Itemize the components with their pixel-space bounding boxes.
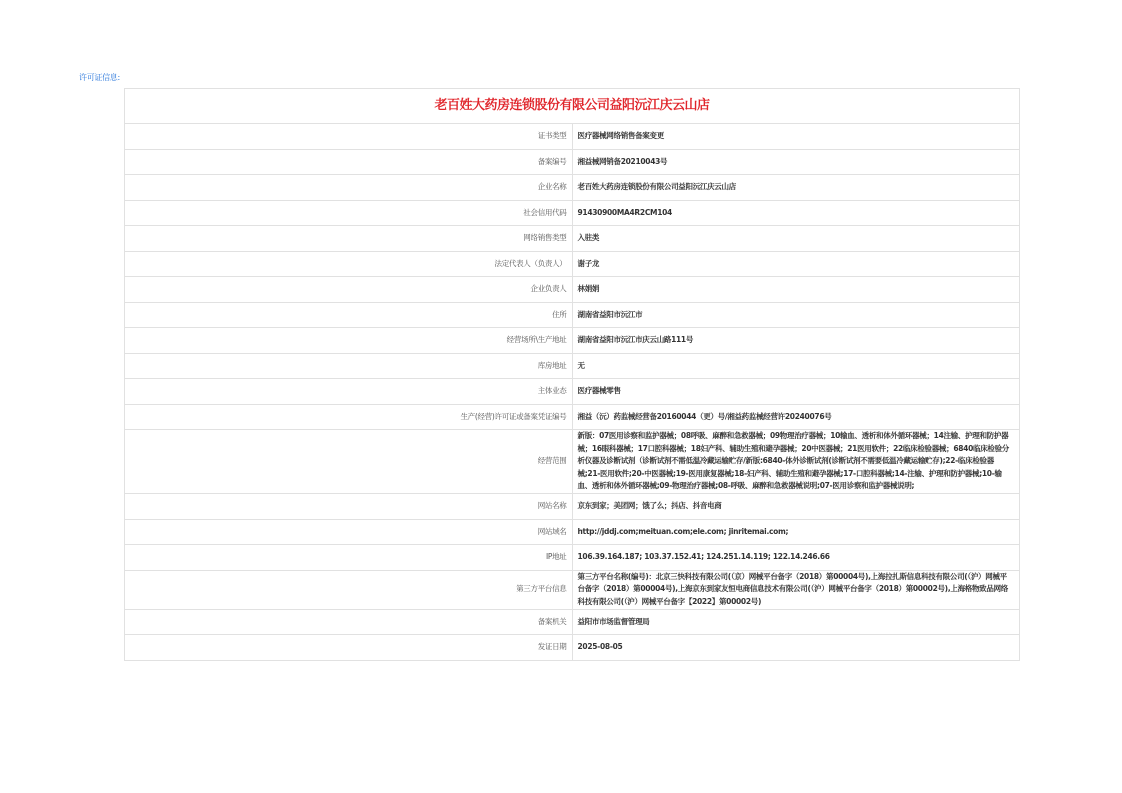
table-row — [125, 226, 1020, 252]
table-row — [125, 277, 1020, 303]
license-info-table — [124, 88, 1020, 661]
row-value: 医疗器械零售 — [572, 379, 1020, 405]
row-value: 老百姓大药房连锁股份有限公司益阳沅江庆云山店 — [572, 175, 1020, 201]
table-row — [125, 328, 1020, 354]
table-row — [125, 519, 1020, 545]
row-value: 无 — [572, 353, 1020, 379]
row-value: 湖南省益阳市沅江市庆云山路111号 — [572, 328, 1020, 354]
title-row — [125, 89, 1020, 124]
table-row — [125, 353, 1020, 379]
row-label: 备案机关 — [125, 609, 573, 635]
row-label: 网络销售类型 — [125, 226, 573, 252]
row-label: 库房地址 — [125, 353, 573, 379]
row-label: 经营范围 — [125, 430, 573, 494]
table-row — [125, 251, 1020, 277]
row-value: 京东到家；美团网；饿了么；抖店、抖音电商 — [572, 494, 1020, 520]
table-row — [125, 570, 1020, 609]
row-label: 主体业态 — [125, 379, 573, 405]
row-value: 2025-08-05 — [572, 635, 1020, 661]
row-value: 入驻类 — [572, 226, 1020, 252]
row-label: 证书类型 — [125, 124, 573, 150]
section-label: 许可证信息: — [79, 73, 120, 82]
table-row — [125, 545, 1020, 571]
row-label: 法定代表人（负责人） — [125, 251, 573, 277]
row-label: 生产(经营)许可证或备案凭证编号 — [125, 404, 573, 430]
company-title: 老百姓大药房连锁股份有限公司益阳沅江庆云山店 — [125, 89, 1020, 124]
row-label: 企业名称 — [125, 175, 573, 201]
row-label: IP地址 — [125, 545, 573, 571]
row-value: 谢子龙 — [572, 251, 1020, 277]
table-row — [125, 404, 1020, 430]
row-label: 网站域名 — [125, 519, 573, 545]
row-value: 新版：07医用诊察和监护器械；08呼吸、麻醉和急救器械；09物理治疗器械；10输血、透析和体外循环器械；14注输、护理和防护器械；16眼科器械；17口腔科器械；18妇产科、辅助生殖和避孕器械；20中医器械；21医用软件；22临床检验器械；6840临床检验分析仪器及诊断试剂（诊断试剂不需低温冷藏运输贮存/新版:6840-体外诊断试剂(诊断试剂不需要低温冷藏运输贮存);22-临床检验器械;21-医用软件;20-中医器械;19-医用康复器械;18-妇产科、辅助生殖和避孕器械;17-口腔科器械;14-注输、护理和防护器械;10-输血、透析和体外循环器械;09-物理治疗器械;08-呼吸、麻醉和急救器械说明;07-医用诊察和监护器械说明; — [572, 430, 1020, 494]
row-label: 备案编号 — [125, 149, 573, 175]
row-value: http://jddj.com;meituan.com;ele.com; jinritemai.com; — [572, 519, 1020, 545]
row-label: 发证日期 — [125, 635, 573, 661]
row-value: 湖南省益阳市沅江市 — [572, 302, 1020, 328]
row-value: 106.39.164.187; 103.37.152.41; 124.251.14.119; 122.14.246.66 — [572, 545, 1020, 571]
row-value: 91430900MA4R2CM104 — [572, 200, 1020, 226]
row-label: 住所 — [125, 302, 573, 328]
row-value: 湘益（沅）药监械经营备20160044（更）号/湘益药监械经营许20240076号 — [572, 404, 1020, 430]
row-label: 经营场所\生产地址 — [125, 328, 573, 354]
row-label: 社会信用代码 — [125, 200, 573, 226]
table-row — [125, 149, 1020, 175]
table-row — [125, 494, 1020, 520]
row-label: 企业负责人 — [125, 277, 573, 303]
row-value: 第三方平台名称(编号)：北京三快科技有限公司(（京）网械平台备字（2018）第00004号),上海拉扎斯信息科技有限公司(（沪）网械平台备字（2018）第00004号),上海京东到家友恒电商信息技术有限公司(（沪）网械平台备字（2018）第00002号),上海格物致品网络科技有限公司(（沪）网械平台备字【2022】第00002号) — [572, 570, 1020, 609]
table-row — [125, 302, 1020, 328]
row-value: 林娟娟 — [572, 277, 1020, 303]
row-value: 益阳市市场监督管理局 — [572, 609, 1020, 635]
row-value: 湘益械网销备20210043号 — [572, 149, 1020, 175]
table-row — [125, 124, 1020, 150]
table-row — [125, 609, 1020, 635]
row-label: 网站名称 — [125, 494, 573, 520]
row-label: 第三方平台信息 — [125, 570, 573, 609]
table-row — [125, 430, 1020, 494]
row-value: 医疗器械网络销售备案变更 — [572, 124, 1020, 150]
table-row — [125, 175, 1020, 201]
table-row — [125, 200, 1020, 226]
table-row — [125, 379, 1020, 405]
table-row — [125, 635, 1020, 661]
